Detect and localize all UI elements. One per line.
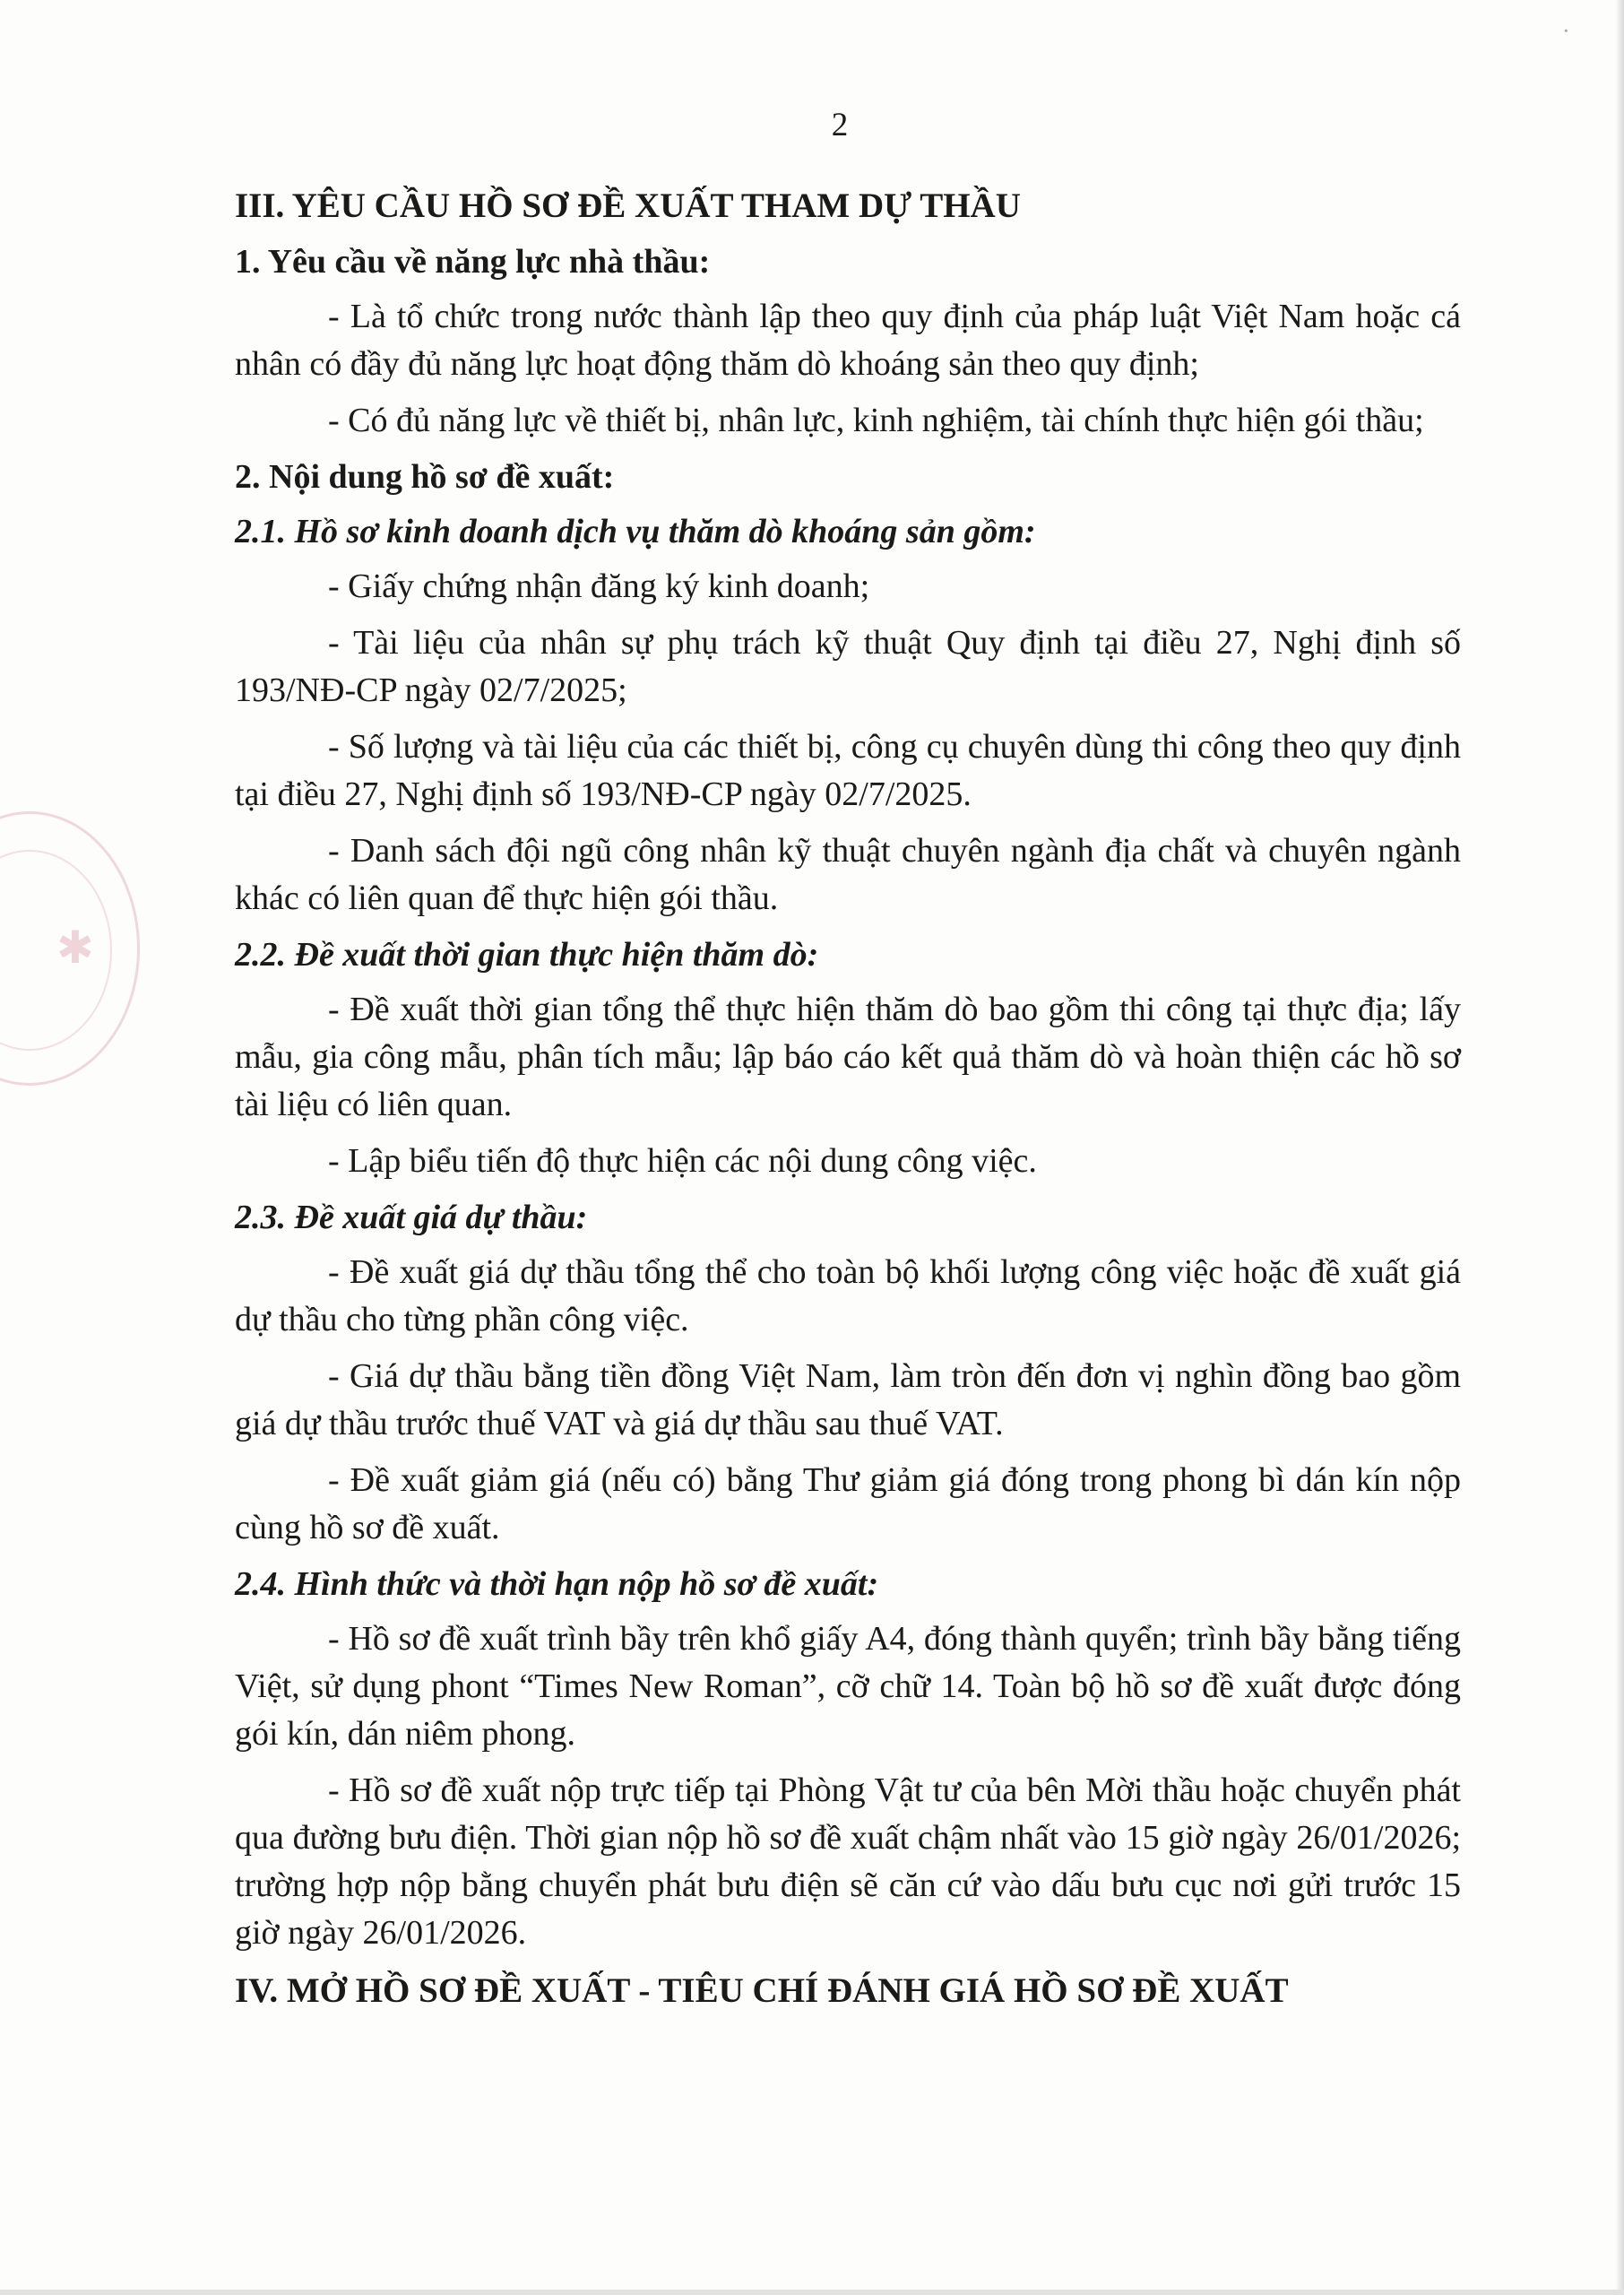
scan-mark: ·: [1561, 18, 1570, 46]
subsection-2-4-heading: 2.4. Hình thức và thời hạn nộp hồ sơ đề xuất:: [235, 1565, 879, 1603]
section-3-heading: III. YÊU CẦU HỒ SƠ ĐỀ XUẤT THAM DỰ THẦU: [235, 186, 1021, 225]
document-body: [235, 181, 1461, 2023]
faded-seal-stamp: [0, 811, 140, 1086]
paragraph: - Hồ sơ đề xuất nộp trực tiếp tại Phòng Vật tư của bên Mời thầu hoặc chuyển phát qua đường bưu điện. Thời gian nộp hồ sơ đề xuất chậm nhất vào 15 giờ ngày 26/01/2026; trường hợp nộp bằng chuyển phát bưu điện sẽ căn cứ vào dấu bưu cục nơi gửi trước 15 giờ ngày 26/01/2026.: [235, 1771, 1461, 1952]
paragraph: - Lập biểu tiến độ thực hiện các nội dung công việc.: [328, 1142, 1037, 1180]
subsection-2-2-heading: 2.2. Đề xuất thời gian thực hiện thăm dò:: [235, 936, 819, 974]
seal-star-icon: ✱: [56, 922, 94, 973]
paragraph: - Giấy chứng nhận đăng ký kinh doanh;: [328, 567, 870, 605]
scan-edge-right: [1615, 0, 1624, 2295]
paragraph: - Danh sách đội ngũ công nhân kỹ thuật chuyên ngành địa chất và chuyên ngành khác có liên quan để thực hiện gói thầu.: [235, 832, 1461, 917]
subsection-2-3-heading: 2.3. Đề xuất giá dự thầu:: [235, 1199, 588, 1236]
paragraph: - Giá dự thầu bằng tiền đồng Việt Nam, làm tròn đến đơn vị nghìn đồng bao gồm giá dự thầu trước thuế VAT và giá dự thầu sau thuế VAT.: [235, 1357, 1461, 1442]
paragraph: - Đề xuất giá dự thầu tổng thể cho toàn bộ khối lượng công việc hoặc đề xuất giá dự thầu cho từng phần công việc.: [235, 1253, 1461, 1338]
paragraph: - Có đủ năng lực về thiết bị, nhân lực, kinh nghiệm, tài chính thực hiện gói thầu;: [328, 402, 1424, 439]
paragraph: - Tài liệu của nhân sự phụ trách kỹ thuật Quy định tại điều 27, Nghị định số 193/NĐ-CP ngày 02/7/2025;: [235, 624, 1461, 709]
subsection-2-1-heading: 2.1. Hồ sơ kinh doanh dịch vụ thăm dò khoáng sản gồm:: [235, 513, 1036, 550]
paragraph: - Đề xuất thời gian tổng thể thực hiện thăm dò bao gồm thi công tại thực địa; lấy mẫu, gia công mẫu, phân tích mẫu; lập báo cáo kết quả thăm dò và hoàn thiện các hồ sơ tài liệu có liên quan.: [235, 991, 1461, 1123]
section-1-heading: 1. Yêu cầu về năng lực nhà thầu:: [235, 243, 711, 281]
scan-edge-bottom: [0, 2290, 1624, 2295]
paragraph: - Hồ sơ đề xuất trình bầy trên khổ giấy A4, đóng thành quyển; trình bầy bằng tiếng Việt, sử dụng phont “Times New Roman”, cỡ chữ 14. Toàn bộ hồ sơ đề xuất được đóng gói kín, dán niêm phong.: [235, 1620, 1461, 1753]
section-2-heading: 2. Nội dung hồ sơ đề xuất:: [235, 458, 615, 496]
page-number: 2: [831, 107, 849, 143]
paragraph: - Là tổ chức trong nước thành lập theo quy định của pháp luật Việt Nam hoặc cá nhân có đầy đủ năng lực hoạt động thăm dò khoáng sản theo quy định;: [235, 298, 1461, 383]
section-4-heading: IV. MỞ HỒ SƠ ĐỀ XUẤT - TIÊU CHÍ ĐÁNH GIÁ HỒ SƠ ĐỀ XUẤT: [235, 1971, 1289, 2010]
paragraph: - Số lượng và tài liệu của các thiết bị, công cụ chuyên dùng thi công theo quy định tại điều 27, Nghị định số 193/NĐ-CP ngày 02/7/2025.: [235, 728, 1461, 813]
paragraph: - Đề xuất giảm giá (nếu có) bằng Thư giảm giá đóng trong phong bì dán kín nộp cùng hồ sơ đề xuất.: [235, 1461, 1461, 1546]
